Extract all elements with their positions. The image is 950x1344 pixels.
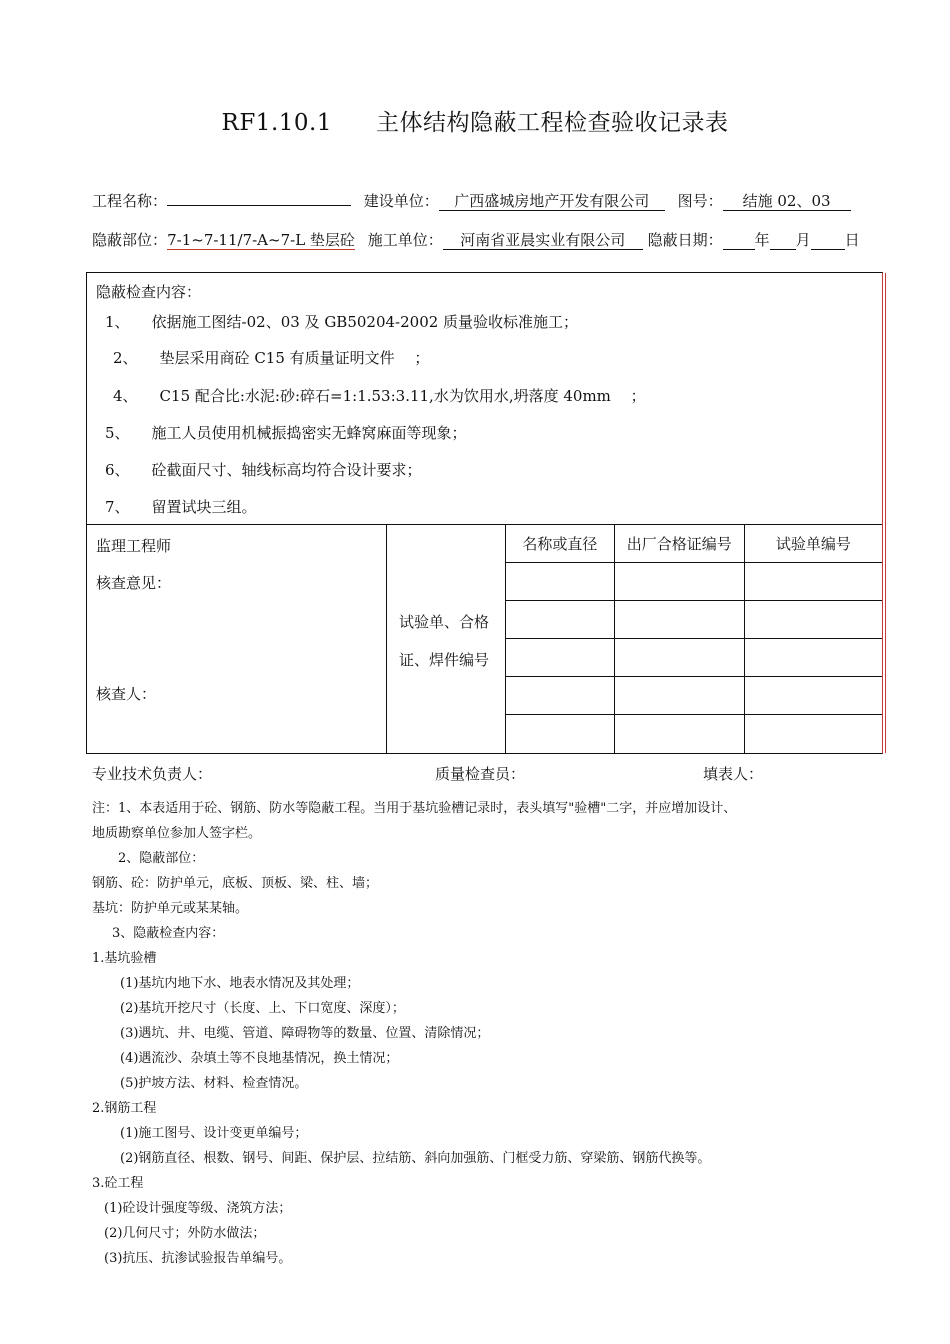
year-label: 年 xyxy=(754,231,770,249)
column-header-factory-cert: 出厂合格证编号 xyxy=(614,525,744,563)
contractor-label: 施工单位： xyxy=(367,231,443,249)
table-row xyxy=(506,639,883,677)
note-line: (3)抗压、抗渗试验报告单编号。 xyxy=(104,1251,292,1266)
table-cell[interactable] xyxy=(614,639,744,677)
certificate-label-line2: 证、焊件编号 xyxy=(399,651,490,669)
divider xyxy=(386,524,387,753)
page-title xyxy=(0,104,950,137)
inspection-item-text: 砼截面尺寸、轴线标高均符合设计要求； xyxy=(151,461,422,479)
table-cell[interactable] xyxy=(506,715,615,754)
note-line: 注：1、本表适用于砼、钢筋、防水等隐蔽工程。当用于基坑验槽记录时，表头填写"验槽"二字，并应增加设计、 xyxy=(92,801,737,816)
note-line: (1)基坑内地下水、地表水情况及其处理； xyxy=(120,976,360,991)
note-line: (5)护坡方法、材料、检查情况。 xyxy=(120,1076,308,1091)
table-cell[interactable] xyxy=(614,715,744,754)
note-line: (4)遇流沙、杂填土等不良地基情况，换土情况； xyxy=(120,1051,399,1066)
certificate-label-line1: 试验单、合格 xyxy=(399,613,490,631)
hidden-part-label: 隐蔽部位： xyxy=(92,231,168,249)
inspection-item-num: 4、 xyxy=(113,387,138,405)
note-line: (1)砼设计强度等级、浇筑方法； xyxy=(104,1201,292,1216)
table-cell[interactable] xyxy=(506,639,615,677)
table-cell[interactable] xyxy=(614,677,744,715)
inspection-item-num: 1、 xyxy=(105,313,130,331)
supervisor-title: 监理工程师 xyxy=(96,537,172,555)
drawing-field[interactable]: 结施 02、03 xyxy=(723,192,851,211)
contractor-field[interactable]: 河南省亚晨实业有限公司 xyxy=(443,231,643,250)
form-code: RF1.10.1 xyxy=(221,110,332,136)
project-name-label: 工程名称： xyxy=(92,192,168,210)
table-row xyxy=(506,715,883,754)
note-line: 钢筋、砼：防护单元，底板、顶板、梁、柱、墙； xyxy=(92,876,379,891)
inspection-item xyxy=(105,422,467,443)
note-line: 3.砼工程 xyxy=(92,1176,144,1191)
table-cell[interactable] xyxy=(614,601,744,639)
builder-label: 建设单位： xyxy=(363,192,439,210)
inspection-item-text: 施工人员使用机械振捣密实无蜂窝麻面等现象； xyxy=(151,424,467,442)
inspection-item xyxy=(113,385,646,406)
column-header-name: 名称或直径 xyxy=(506,525,615,563)
inspection-item-text: 留置试块三组。 xyxy=(151,498,257,516)
day-field[interactable] xyxy=(811,233,845,250)
note-line: (2)几何尺寸；外防水做法； xyxy=(104,1226,266,1241)
note-line: (1)施工图号、设计变更单编号； xyxy=(120,1126,308,1141)
builder-field[interactable]: 广西盛城房地产开发有限公司 xyxy=(439,192,665,211)
table-cell[interactable] xyxy=(744,639,882,677)
quality-inspector-signature: 质量检查员： xyxy=(435,765,526,783)
inspection-table xyxy=(86,272,883,754)
certificate-header-row xyxy=(506,525,883,563)
column-header-test-sheet: 试验单编号 xyxy=(744,525,882,563)
inspection-heading: 隐蔽检查内容： xyxy=(96,283,202,301)
inspection-item-num: 2、 xyxy=(113,349,138,367)
inspection-item-text: 依据施工图结-02、03 及 GB50204-2002 质量验收标准施工； xyxy=(151,313,579,331)
note-line: 2、隐蔽部位： xyxy=(118,851,205,866)
note-line: (2)钢筋直径、根数、钢号、间距、保护层、拉结筋、斜向加强筋、门框受力筋、穿梁筋、钢筋代换等。 xyxy=(120,1151,711,1166)
year-field[interactable] xyxy=(723,233,755,250)
certificate-table xyxy=(505,524,882,754)
note-line: (3)遇坑、井、电缆、管道、障碍物等的数量、位置、清除情况； xyxy=(120,1026,490,1041)
hidden-part-field[interactable]: 7-1~7-11/7-A~7-L 垫层砼 xyxy=(167,231,355,249)
supervisor-opinion-label: 核查意见： xyxy=(96,574,172,592)
inspection-item xyxy=(105,459,422,480)
table-cell[interactable] xyxy=(744,601,882,639)
inspection-item-num: 6、 xyxy=(105,461,130,479)
tech-lead-signature: 专业技术负责人： xyxy=(92,765,213,783)
inspection-item-num: 5、 xyxy=(105,424,130,442)
hidden-date-label: 隐蔽日期： xyxy=(647,231,723,249)
filler-signature: 填表人： xyxy=(703,765,764,783)
header-row-2 xyxy=(92,229,860,250)
form-title: 主体结构隐蔽工程检查验收记录表 xyxy=(375,110,729,136)
inspection-item-num: 7、 xyxy=(105,498,130,516)
table-cell[interactable] xyxy=(506,677,615,715)
inspection-item xyxy=(113,347,429,368)
table-cell[interactable] xyxy=(744,677,882,715)
note-line: 地质勘察单位参加人签字栏。 xyxy=(92,826,262,841)
inspection-item-text: C15 配合比:水泥:砂:碎石=1:1.53:3.11,水为饮用水,坍落度 40mm ； xyxy=(159,387,646,405)
note-line: 3、隐蔽检查内容： xyxy=(112,926,225,941)
table-row xyxy=(506,677,883,715)
table-row xyxy=(506,563,883,601)
day-label: 日 xyxy=(844,231,860,249)
note-line: 2.钢筋工程 xyxy=(92,1101,157,1116)
note-line: 基坑：防护单元或某某轴。 xyxy=(92,901,249,916)
inspection-item-text: 垫层采用商砼 C15 有质量证明文件 ； xyxy=(159,349,430,367)
table-cell[interactable] xyxy=(744,563,882,601)
inspection-item xyxy=(105,496,257,517)
inspection-item xyxy=(105,311,578,332)
table-cell[interactable] xyxy=(614,563,744,601)
table-cell[interactable] xyxy=(506,563,615,601)
table-cell[interactable] xyxy=(744,715,882,754)
project-name-field[interactable] xyxy=(167,205,351,206)
header-row-1 xyxy=(92,190,851,211)
drawing-label: 图号： xyxy=(677,192,723,210)
table-cell[interactable] xyxy=(506,601,615,639)
month-label: 月 xyxy=(795,231,811,249)
note-line: (2)基坑开挖尺寸（长度、上、下口宽度、深度）； xyxy=(120,1001,405,1016)
red-margin-line xyxy=(885,273,886,753)
month-field[interactable] xyxy=(770,233,796,250)
note-line: 1.基坑验槽 xyxy=(92,951,157,966)
supervisor-checker-label: 核查人： xyxy=(96,685,157,703)
table-row xyxy=(506,601,883,639)
